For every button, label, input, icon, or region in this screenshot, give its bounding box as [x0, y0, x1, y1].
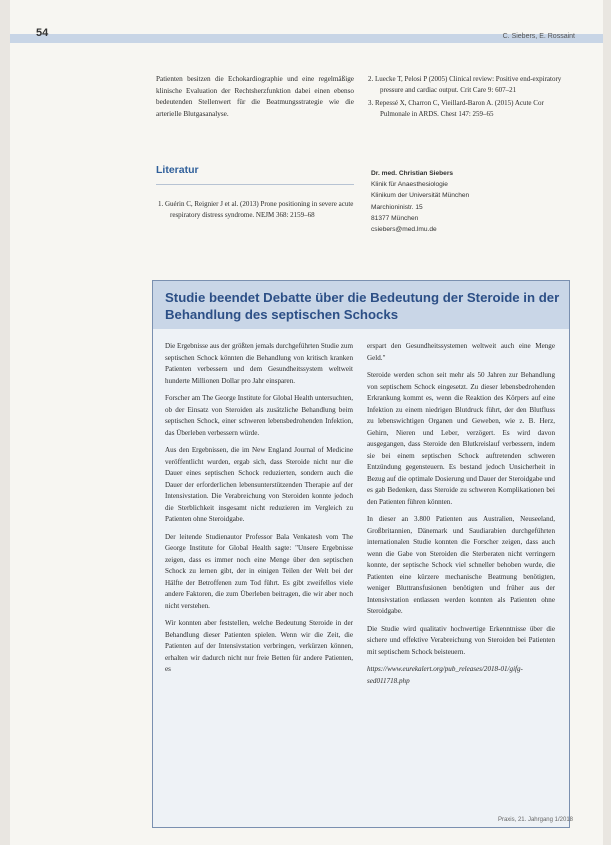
source-link[interactable]: https://www.eurekalert.org/pub_releases/2018-01/gifg-sed011718.php	[367, 665, 523, 685]
news-paragraph: Der leitende Studienautor Professor Bala Venkatesh vom The George Institute for Global Health sagte: "Unsere Ergebnisse zeigen, dass es immer noch eine Menge über den septischen Schock zu lernen gibt, der in einigen Teilen der Welt bei der Hälfte der Betroffenen zum Tod führt. Es gibt zweifellos viele andere Faktoren, die zum Überleben beitragen, die wir aber noch nicht verstehen.	[165, 532, 353, 610]
news-paragraph: Wir konnten aber feststellen, welche Bedeutung Steroide in der Behandlung dieser Patienten spielen. Wenn wir die Zeit, die Patienten auf der Intensivstation verbringen, verkürzen können, erhalten wir dadurch nicht nur freie Betten für andere Patienten, es	[165, 619, 353, 673]
news-paragraph: Die Ergebnisse aus der größten jemals durchgeführten Studie zum septischen Schock könnten die Behandlung von kritisch kranken Patienten verbessern und dem Gesundheitssystem weltweit hunderte Millionen Dollar pro Jahr einsparen.	[165, 342, 353, 385]
heading-rule	[156, 184, 354, 185]
author-street: Marchioninistr. 15	[371, 203, 423, 211]
running-head: C. Siebers, E. Rossaint	[502, 33, 575, 40]
news-paragraph: Forscher am The George Institute for Global Health untersuchten, ob der Einsatz von Steroiden als zusätzliche Behandlung beim septischen Schock, einer schweren lebensbedrohenden Infektion, das Überleben verbessern würde.	[165, 394, 353, 437]
author-name: Dr. med. Christian Siebers	[371, 170, 454, 177]
news-column-left	[165, 341, 353, 682]
news-paragraph: erspart den Gesundheitssystemen weltweit auch eine Menge Geld."	[367, 342, 555, 362]
intro-paragraph: Patienten besitzen die Echokardiographie und eine regelmäßige klinische Evaluation der Rechtsherzfunktion dabei einen ebenso bedeutenden Stellenwert für die Beatmungsstrategie wie die arterielle Blutgasanalyse.	[156, 75, 354, 118]
literature-heading: Literatur	[156, 164, 199, 176]
reference-item: 2. Luecke T, Pelosi P (2005) Clinical review: Positive end-expiratory pressure and cardiac output. Crit Care 9: 607–21	[368, 75, 562, 94]
document-page	[10, 0, 603, 845]
author-email[interactable]: csiebers@med.lmu.de	[371, 226, 437, 234]
reference-list-left	[156, 199, 354, 221]
news-box-title: Studie beendet Debatte über die Bedeutung der Steroide in der Behandlung des septischen Schocks	[165, 290, 560, 322]
news-column-right	[367, 341, 555, 693]
reference-item: 3. Repessé X, Charron C, Vieillard-Baron A. (2015) Acute Cor Pulmonale in ARDS. Chest 147: 259–65	[368, 99, 544, 118]
news-paragraph: Steroide werden schon seit mehr als 50 Jahren zur Behandlung von septischem Schock eingesetzt. Zu dieser lebensbedrohenden Erkrankung kommt es, wenn die Reaktion des Körpers auf eine Infektion zu einem niedrigen Blutdruck führt, der den Blutfluss zu lebenswichtigen Organen und Geweben, wie z. B. Herz, Gehirn, Nieren und Leber, verzögert. Es wird davon ausgegangen, dass Steroide den Blutkreislauf verbessern, indem sie bei einem septischen Schock auftretenden schweren Entzündung gegensteuern. Es bestand jedoch Unsicherheit in Bezug auf die optimale Dosierung und Dauer der Steroidgabe und es gab Bedenken, dass Steroide zu schweren Komplikationen bei den Patienten führen könnten.	[367, 371, 555, 506]
author-affiliation: Klinik für Anaesthesiologie	[371, 181, 448, 189]
news-paragraph: In dieser an 3.800 Patienten aus Australien, Neuseeland, Großbritannien, Dänemark und Saudiarabien durchgeführten internationalen Studie konnten die Forscher zeigen, dass auch wenn die Gabe von Steroiden die Sterberaten nicht verringern konnte, der septische Schock viel schneller behoben wurde, die Patienten eine kürzere mechanische Beatmung benötigten, weniger Bluttransfusionen benötigten und früher aus der Intensivstation entlassen werden konnten als Patienten ohne Steroidgabe.	[367, 515, 555, 615]
page-footer: Praxis, 21. Jahrgang 1/2018	[497, 817, 573, 823]
reference-list-right	[368, 74, 568, 122]
news-paragraph: Aus den Ergebnissen, die im New England Journal of Medicine veröffentlicht wurden, ergab sich, dass Steroide nicht nur die Dauer eines septischen Schock reduzierten, sondern auch die Dauer der erforderlichen lebensunterstützenden Therapie auf der Intensivstation. Die Verabreichung von Steroiden konnte jedoch die Sterblichkeit insgesamt nicht reduzieren im Vergleich zu Patienten ohne Steroidgabe.	[165, 446, 353, 523]
author-block	[371, 168, 571, 235]
author-institution: Klinikum der Universität München	[371, 192, 470, 200]
reference-item: 1. Guérin C, Reignier J et al. (2013) Prone positioning in severe acute respiratory distress syndrome. NEJM 368: 2159–68	[158, 200, 354, 219]
news-paragraph: Die Studie wird qualitativ hochwertige Erkenntnisse über die sichere und effektive Verabreichung von Steroiden bei Patienten mit septischem Schock beisteuern.	[367, 624, 555, 656]
page-number: 54	[36, 27, 49, 39]
news-box-header	[153, 281, 569, 329]
news-box	[152, 280, 570, 828]
author-city: 81377 München	[371, 214, 419, 222]
